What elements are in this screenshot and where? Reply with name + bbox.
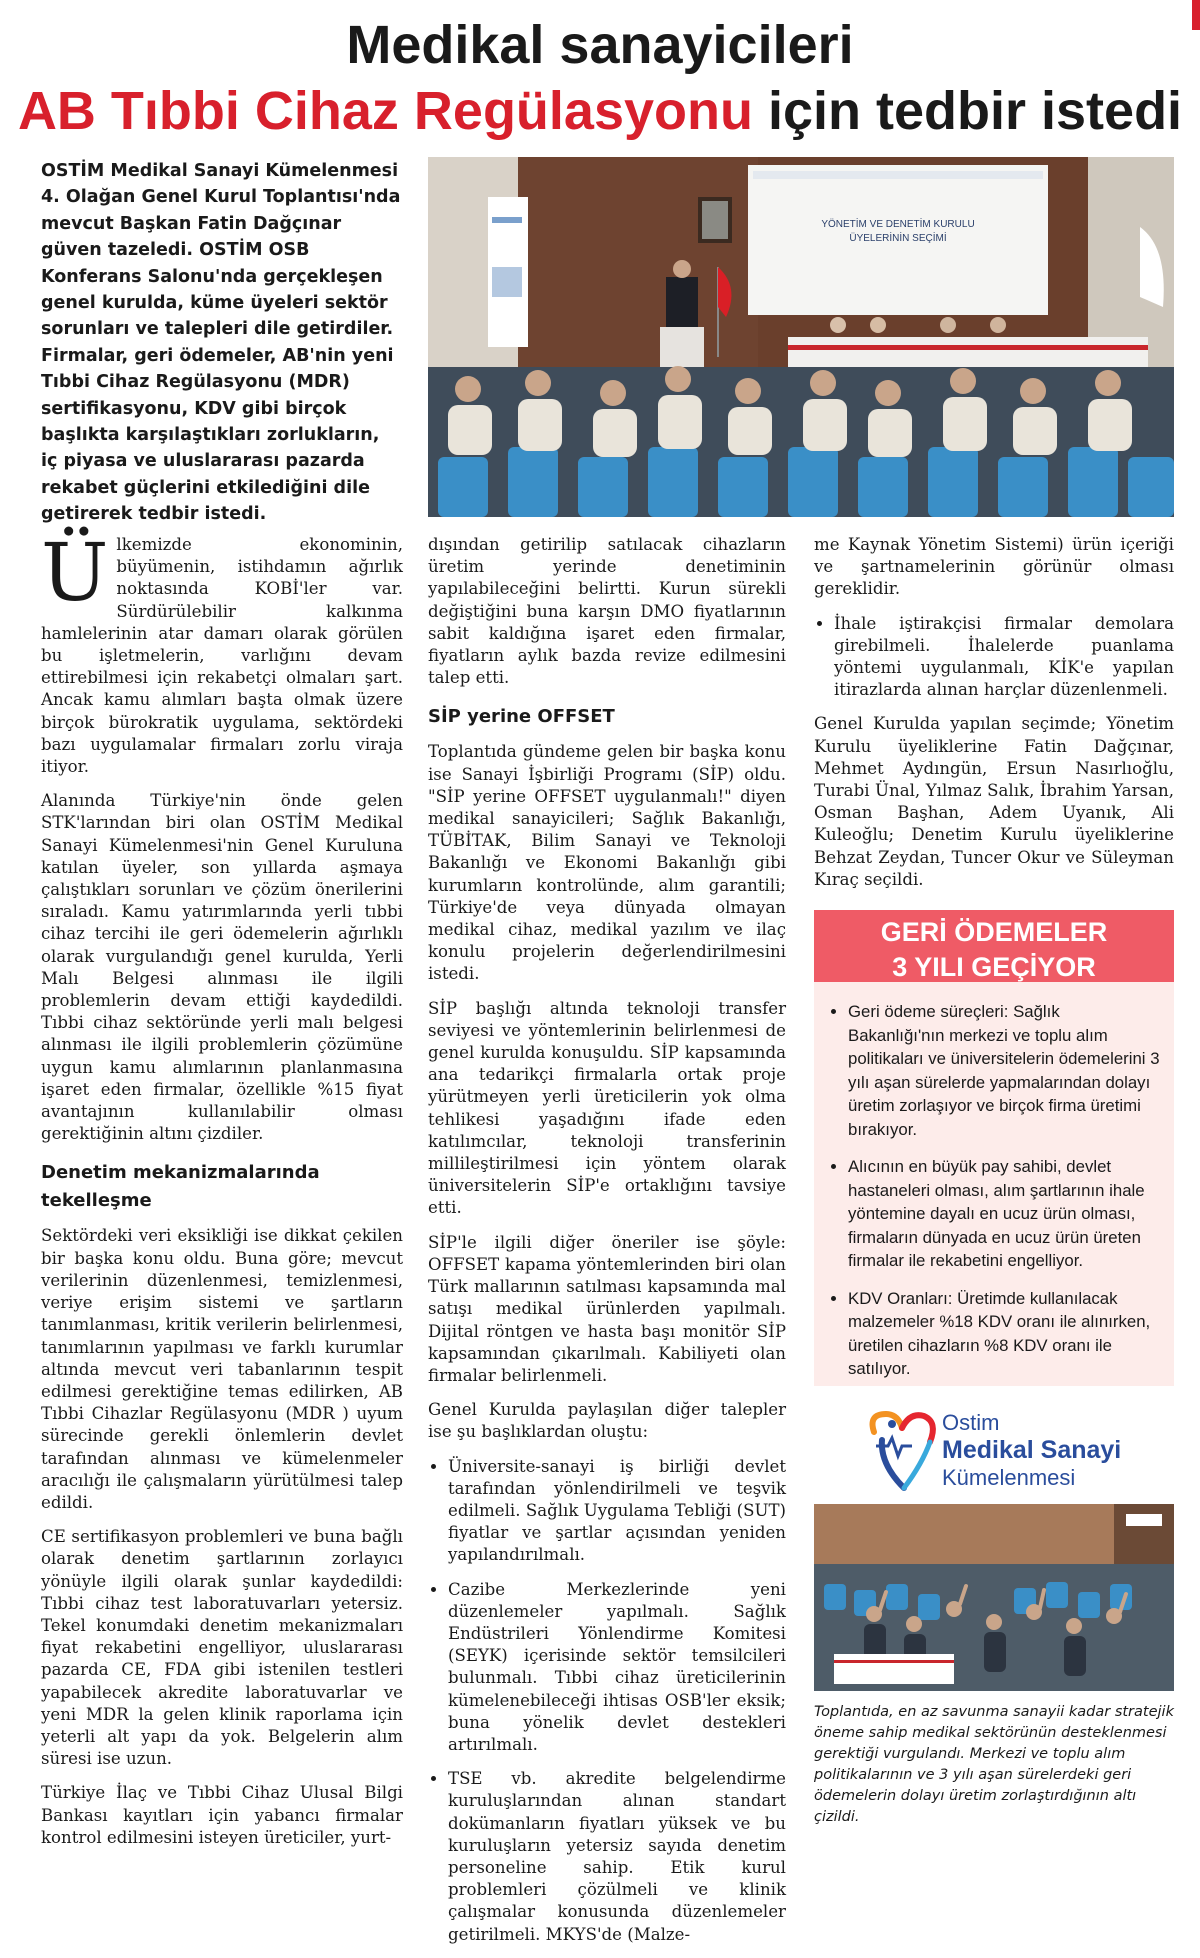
headline-dark-part: için tedbir istedi bbox=[752, 81, 1183, 141]
paragraph: SİP başlığı altında teknoloji transfer seviyesi ve yöntemlerinin belirlenmesi de genel kurulda konuşuldu. SİP kapsamında ana tedarikçi firmalarla ortak proje yürütmeyen yerli üreticilerin yok olma tehlikesi yaşadığını ifade eden katılımcılar, teknoloji transferinin millileştirilmesi için yöntem olarak üniversitelerin SİP'e ortaklığını tavsiye etti. bbox=[428, 998, 786, 1218]
reimbursement-sidebar-box bbox=[814, 910, 1174, 1386]
sidebar-title-line-2: 3 YILI GEÇİYOR bbox=[892, 952, 1096, 982]
paragraph: Alanında Türkiye'nin önde gelen STK'larından biri olan OSTİM Medikal Sanayi Kümelenmesi'nin Genel Kuruluna katılan üyeler, son yıllarda aşmaya çalıştıkları sorunları ve çözüm önerilerini sıraladı. Kamu yatırımlarında yerli tıbbi cihaz tercihi ile geri ödemelerin ağırlıklı olarak vurgulandığı genel kurulda, Yerli Malı Belgesi alınması ile ilgili problemlerin devam ettiği kaydedildi. Tıbbi cihaz sektöründe yerli malı belgesi alınması ile ilgili problemlerin çözümüne uygun kamu alımlarının planlanmasına işaret eden firmalar, özellikle %15 fiyat avantajının kullanılabilir olması gerektiğinin altını çizdiler. bbox=[41, 791, 403, 1144]
list-item: • Alıcının en büyük pay sahibi, devlet hastaneleri olması, alım şartlarının ihale yöntemine dayalı en ucuz ürün olması, firmaların dünyada en ucuz ürün üreten firmalar ile rekabetini engelliyor. bbox=[848, 1155, 1160, 1273]
logo-text bbox=[942, 1410, 1121, 1491]
photo-caption: Toplantıda, en az savunma sanayii kadar stratejik öneme sahip medikal sektörünün desteklenmesi gerektiği vurgulandı. Merkezi ve toplu alım politikalarının ve 3 yılı aşan sürelerdeki geri ödemelerin dolayı üretim zorlaştırdığının altı çizildi. bbox=[814, 1704, 1174, 1825]
ostim-medical-cluster-logo bbox=[862, 1404, 1152, 1496]
article-column-3 bbox=[814, 534, 1174, 903]
logo-heart-icon bbox=[862, 1404, 942, 1496]
screen-text-line-2: ÜYELERİNİN SEÇİMİ bbox=[849, 233, 947, 244]
paragraph: Sektördeki veri eksikliği ise dikkat çekilen bir başka konu oldu. Buna göre; mevcut verilerinin düzenlenmesi, temizlenmesi, veriye erişim sistemi ve şartların tanımlanması, kritik verilerin belirlenmesi, tanımlarının yapılması ve farklı kurumlar altında mevcut veri tabanlarının tespit edilmesi gerektiğine temas edilirken, AB Tıbbi Cihazlar Regülasyonu (MDR ) uyum sürecinde gerekli önlemlerin devlet tarafından alınması ve kümelenmeler aracılığı ile çalışmaların yürütülmesi talep edildi. bbox=[41, 1226, 403, 1512]
headline-red-part: AB Tıbbi Cihaz Regülasyonu bbox=[17, 81, 753, 141]
general-assembly-photo bbox=[428, 157, 1174, 517]
article-column-2 bbox=[428, 534, 786, 1958]
paragraph: dışından getirilip satılacak cihazların üretim yerinde denetiminin yapılabileceğini belirtti. Kurun sürekli değiştiğini buna karşın DMO fiyatlarının sabit kaldığına işaret eden firmalar, fiyatların aylık bazda revize edilmesini talep etti. bbox=[428, 535, 786, 688]
logo-line-2: Medikal Sanayi bbox=[942, 1436, 1122, 1464]
sidebar-list bbox=[814, 1000, 1174, 1381]
paragraph: Toplantıda gündeme gelen bir başka konu ise Sanayi İşbirliği Programı (SİP) oldu. "SİP yerine OFFSET uygulanmalı!" diyen medikal sanayicileri; Sağlık Bakanlığı, TÜBİTAK, Bilim Sanayi ve Teknoloji Bakanlığı ve Ekonomi Bakanlığı gibi kurumların kontrolünde, alım garantili; Türkiye'de veya dünyada olmayan medikal cihaz, medikal yazılım ve ilaç konulu projelerin değerlendirilmesini istedi. bbox=[428, 742, 786, 984]
drop-cap: Ü bbox=[41, 526, 109, 619]
paragraph-text: lkemizde ekonominin, büyümenin, istihdamın ağırlık noktasında KOBİ'ler var. Sürdürülebilir kalkınma hamlelerinin atar damarı olarak görülen bu işletmelerin, varlığını devam ettirebilmesi için rekabetçi olmaları şart. Ancak kamu alımları başta olmak üzere birçok bürokratik uygulama, sektördeki bazı uygulamalar firmaları zorlu viraja itiyor. bbox=[41, 535, 403, 777]
list-item: • KDV Oranları: Üretimde kullanılacak malzemeler %18 KDV oranı ile alınırken, üretilen cihazların %8 KDV oranı ile satılıyor. bbox=[848, 1287, 1160, 1381]
list-item: • Cazibe Merkezlerinde yeni düzenlemeler yapılmalı. Sağlık Endüstrileri Yönlendirme Komitesi (SEYK) içerisinde sektör temsilcileri bulunmalı. Tıbbi cihaz üreticilerinin kümelenebileceği ihtisas OSB'ler eksik; buna yönelik devlet destekleri artırılmalı. bbox=[448, 1579, 786, 1757]
paragraph: me Kaynak Yönetim Sistemi) ürün içeriği ve şartnamelerinin görünür olması gereklidir. bbox=[814, 535, 1174, 599]
list-item: • TSE vb. akredite belgelendirme kuruluşlarından alınan standart dokümanların fiyatları yüksek ve bu kuruluşların yetersiz sayıda denetim personeline sahip. Etik kurul problemleri çözülmeli ve klinik çalışmalar konusunda düzenlemeler getirilmeli. MKYS'de (Malze- bbox=[448, 1768, 786, 1946]
lead-paragraph: OSTİM Medikal Sanayi Kümelenmesi 4. Olağan Genel Kurul Toplantısı'nda mevcut Başkan Fatin Dağçınar güven tazeledi. OSTİM OSB Konferans Salonu'nda gerçekleşen genel kurulda, küme üyeleri sektör sorunları ve talepleri dile getirdiler. Firmalar, geri ödemeler, AB'nin yeni Tıbbi Cihaz Regülasyonu (MDR) sertifikasyonu, KDV gibi birçok başlıkta karşılaştıkları zorlukların, iç piyasa ve uluslararası pazarda rekabet güçlerini etkilediğini dile getirerek tedbir istedi. bbox=[41, 161, 401, 525]
article-column-1 bbox=[41, 526, 403, 1861]
subheading: Denetim mekanizmalarında tekelleşme bbox=[41, 1162, 320, 1212]
list-item: • Geri ödeme süreçleri: Sağlık Bakanlığı'nın merkezi ve toplu alım politikaları ve üniversitelerin ödemelerini 3 yılı aşan sürelerde yapmalarından dolayı üretim zorlaşıyor ve birçok firma üretimi bırakıyor. bbox=[848, 1000, 1160, 1141]
paragraph: CE sertifikasyon problemleri ve buna bağlı olarak denetim şartlarının zorlayıcı yönüyle ilgili olarak şunlar kaydedildi: Tıbbi cihaz test laboratuvarları yetersiz. Tekel konumdaki denetim mekanizmaları fiyat rekabetini engelliyor, uluslararası pazarda CE, FDA gibi istenilen testleri yapabilecek akredite laboratuvarlar ve yeni MDR la gelen klinik raporlama için yeterli alt yapı da yok. Belgelerin alım süresi ise uzun. bbox=[41, 1527, 403, 1769]
subheading: SİP yerine OFFSET bbox=[428, 706, 615, 728]
paragraph bbox=[41, 526, 403, 778]
headline-line-1: Medikal sanayicileri bbox=[346, 15, 854, 75]
demands-list-continued bbox=[814, 613, 1174, 702]
sidebar-box-title bbox=[814, 910, 1174, 982]
paragraph: SİP'le ilgili diğer öneriler ise şöyle: OFFSET kapama yöntemlerinden biri olan Türk mallarının satılması kapsamında mal satışı medikal ürünlerden yapılmalı. Dijital röntgen ve hasta başı monitör SİP kapsamından çıkarılmalı. Kabiliyeti olan firmalar belirlenmeli. bbox=[428, 1232, 786, 1385]
logo-line-3: Kümelenmesi bbox=[942, 1465, 1076, 1490]
paragraph: Genel Kurulda yapılan seçimde; Yönetim Kurulu üyeliklerine Fatin Dağçınar, Mehmet Aydıngün, Ersun Nasırlıoğlu, Turabi Ünal, Yılmaz Salık, İbrahim Yarsan, Osman Başhan, Adem Uyanık, Ali Kuleoğlu; Denetim Kurulu üyeliklerine Behzat Zeydan, Tuncer Okur ve Süleyman Kıraç seçildi. bbox=[814, 714, 1174, 889]
sidebar-title-line-1: GERİ ÖDEMELER bbox=[880, 917, 1108, 947]
list-item: • Üniversite-sanayi iş birliği devlet tarafından yönlendirilmeli ve teşvik edilmeli. Sağlık Uygulama Tebliği (SUT) fiyatlar ve şartlar açısından yeniden yapılandırılmalı. bbox=[448, 1456, 786, 1567]
logo-line-1: Ostim bbox=[942, 1410, 1000, 1435]
paragraph: Türkiye İlaç ve Tıbbi Cihaz Ulusal Bilgi Bankası kayıtları için yabancı firmalar kontrol edilmesini isteyen üreticiler, yurt- bbox=[41, 1783, 403, 1847]
demands-list bbox=[428, 1456, 786, 1946]
headline-line-2 bbox=[0, 80, 1200, 142]
screen-text-line-1: YÖNETİM VE DENETİM KURULU bbox=[821, 219, 975, 230]
list-item: • İhale iştirakçisi firmalar demolara girebilmeli. İhalelerde puanlama yöntemi uygulanmalı, KİK'e yapılan itirazlarda alınan harçlar düzenlenmeli. bbox=[834, 613, 1174, 702]
voting-photo bbox=[814, 1504, 1174, 1691]
paragraph: Genel Kurulda paylaşılan diğer talepler ise şu başlıklardan oluştu: bbox=[428, 1400, 786, 1442]
